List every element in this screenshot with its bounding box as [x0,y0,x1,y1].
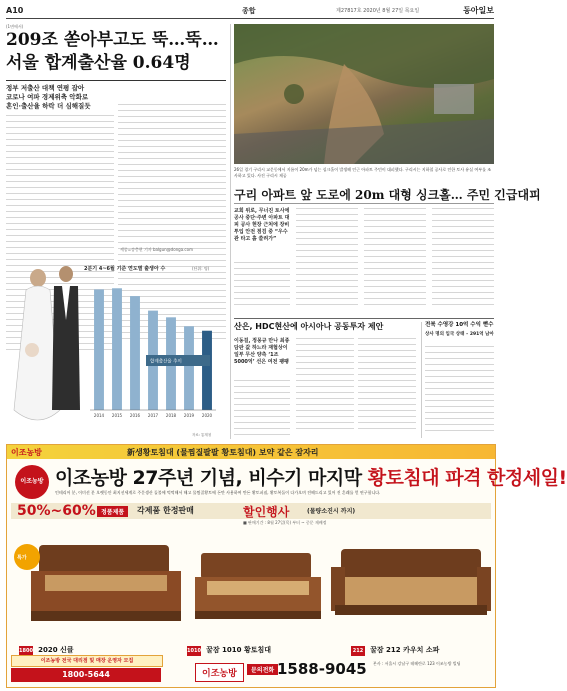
photo-art [234,24,494,164]
column-divider-2 [421,322,422,438]
ad-free-call[interactable]: 1800-5644 [11,668,161,682]
sinkhole-col-4 [432,208,494,314]
chart-ticks [90,410,216,418]
section-label: 종합 [242,7,256,15]
couple-illustration [14,266,80,420]
chart-bar [184,326,194,410]
subhead-line: 코로나 여파 경제위축 악화로 [6,93,89,101]
chart-tick-label: 2020 [201,413,213,418]
chart-source: 자료: 통계청 [192,433,212,437]
side-headline[interactable]: 전북 수영강 10억 수익 뻗수 [425,322,494,328]
chart-svg [6,260,226,440]
column-divider [230,24,231,439]
hdc-subhead: 이동걸, 정몽규 만나 최종 담판 값 하느라 재협상이 일부 무산 양측 ‘1조5000억’ 선은 여전 팽팽 [234,338,290,365]
sinkhole-col-1 [234,262,290,314]
lead-headline-1[interactable]: 209조 쏟아부고도 뚝…뚝… [6,30,219,50]
chart-tick-label: 2016 [129,413,141,418]
birth-chart-graphic [6,260,226,440]
advertisement[interactable] [6,444,567,688]
ad-badge-text: 특가 [17,555,27,561]
chart-tick-label: 2015 [111,413,123,418]
chart-bar [202,331,212,410]
ad-tag-item: 각제품 한정판매 [137,506,194,515]
chart-title: 2분기 4~6월 기준 연도별 출생아 수 [84,266,166,272]
ad-headline-black: 이조농방 27주년 기념, 비수기 마지막 [55,467,362,489]
newspaper-logo: 동아일보 [463,5,494,15]
chart-tick-label: 2017 [147,413,159,418]
product-name-1: 2020 신클 [38,646,74,654]
chart-bar [112,288,122,410]
chart-tick-label: 2019 [183,413,195,418]
kicker: (1면에서) [6,24,24,29]
date-line: 제27817호 2020년 8월 27일 목요일 [336,8,420,14]
product-label-3 [351,637,491,654]
product-badge-3: 212 [352,648,364,654]
product-label-2 [187,637,337,654]
ad-topline: 新생황토침대 (물찜질팔팔 황토침대) 보약 같은 잠자리 [127,448,319,457]
product-name-2: 꿀잠 1010 황토침대 [206,646,272,654]
section-rule [234,318,494,319]
ad-discount: 50%~60% [17,503,96,519]
ad-hours: ■ 판매기간 : 8월 27일(목) 부터 ~ 중문 재배정 [243,520,327,525]
chart-caption: 합계출산율 추이 [150,359,182,365]
ad-event: 할인행사 [243,505,290,519]
sinkhole-rule [234,203,494,204]
ad-tag-fixed: 정품제품 [97,506,128,517]
chart-bar [94,289,104,410]
product-sofa[interactable] [331,549,491,615]
ad-brand-small: 이조농방 [11,447,42,457]
ad-address: 본사 : 서울시 강남구 테헤란로 123 이조농방 빌딩 [373,661,461,666]
ad-recruit[interactable]: 이조농방 전국 대리점 및 매장 운영자 모집 [11,655,163,667]
lead-subhead [6,84,126,111]
ad-hotline[interactable]: 1588-9045 [277,660,367,678]
product-badge-1: 1800 [19,648,33,654]
ad-event-note: (물량소진시 까지) [307,508,356,515]
subhead-line: 혼인·출산율 하락 더 심해질듯 [6,102,91,110]
sinkhole-headline[interactable]: 구리 아파트 앞 도로에 20m 대형 싱크홀… 주민 긴급대피 [234,188,541,202]
product-badge-2: 1010 [187,648,201,654]
lead-byline: 세종=송충현 기자 balgun@donga.com [120,247,193,252]
page-number: A10 [6,6,24,15]
hdc-col-1 [234,380,290,438]
hdc-headline[interactable]: 산은, HDC현산에 아시아나 공동투자 제안 [234,322,384,331]
ad-headline [55,463,567,490]
ad-hotline-label: 문의전화 [247,664,278,675]
hdc-col-2 [296,338,354,438]
sinkhole-photo[interactable] [234,24,494,164]
subhead-line: 정부 저출산 대책 연평 잡아 [6,84,85,92]
product-bed-1[interactable] [31,545,181,621]
product-name-3: 꿀잠 212 카우치 소파 [370,646,440,654]
side-subhead: 상사 명의 입국 상태 – 291억 남아 [425,332,494,337]
sinkhole-col-2 [296,208,358,314]
chart-unit: (단위: 명) [192,266,210,271]
sinkhole-subhead: 교회 위로, 무너진 토사에 공사 중단·주변 아파트 대피 공사 현장 근처에 장비 투입 안전 점검 중 “우수관 타고 흙 쓸려가” [234,208,290,242]
photo-caption: 26일 경기 구리시 교문동에서 지름이 20m가 넘는 싱크홀이 발생해 인근 아파트 주민이 대피했다. 구리시는 지하철 공사로 인한 토사 유실 여부를 조사하고 있다. 사진 구리시 제공 [234,167,492,178]
ad-headline-red: 황토침대 파격 한정세일! [367,467,567,489]
product-label-1 [19,637,169,654]
ad-notice: 인테리어 분, 이미선 분 오랫동안 최지선세계로 주문생산 돌볼에 먹먹해서 해고 물찜질황토에 돈만 사용하여 만든 황토퍼짐, 황토복돌이 다가오며 전해드리고 있어 진 흔쾌를 얻 연구합니다. [55,490,381,495]
chart-bars [94,288,212,410]
lead-headline-2[interactable]: 서울 합계출산율 0.64명 [6,53,191,73]
page-header [6,4,494,19]
side-body [425,346,494,438]
ad-brand-footer: 이조농방 [195,663,244,682]
chart-tick-label: 2014 [93,413,105,418]
chart-bar [130,296,140,410]
ad-seal-logo: 이조농방 [15,465,49,499]
sinkhole-col-3 [364,208,426,314]
product-bed-2[interactable] [195,553,321,619]
hdc-col-3 [358,338,416,438]
ad-product-images [11,527,491,649]
headline-rule [6,80,226,81]
chart-tick-label: 2018 [165,413,177,418]
